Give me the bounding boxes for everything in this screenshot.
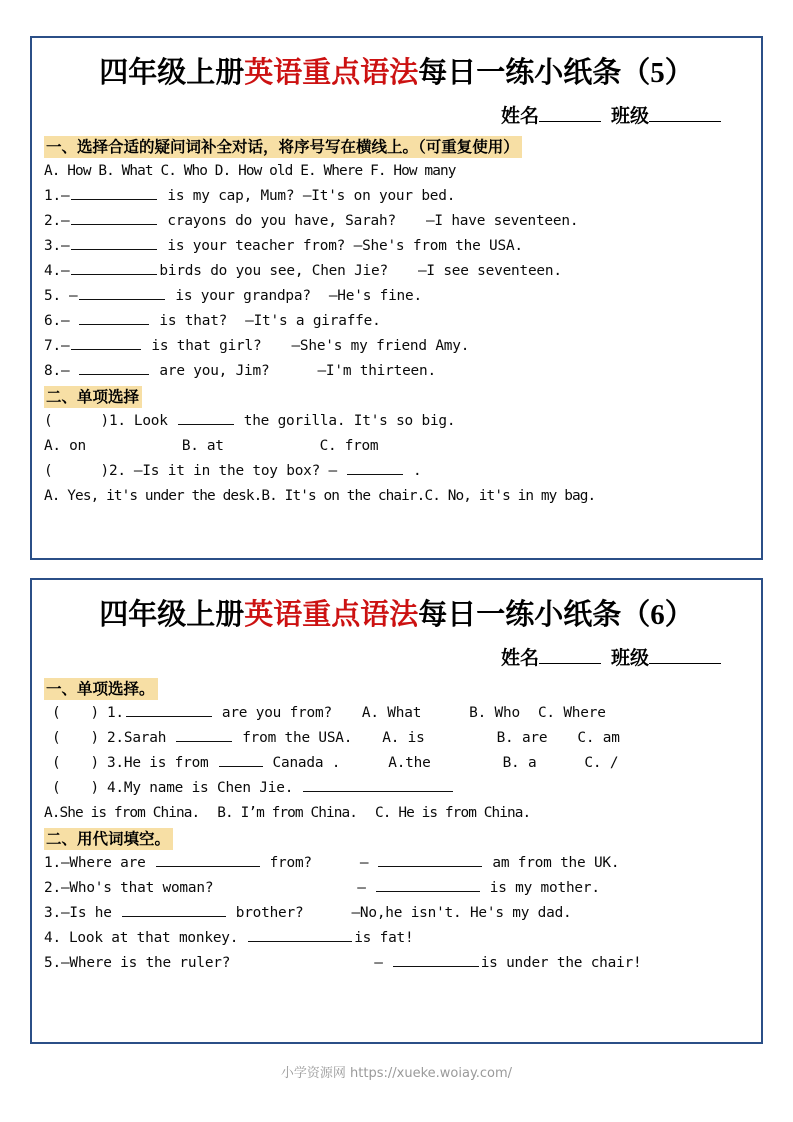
class-label: 班级 [610, 647, 649, 669]
answer-blank[interactable] [248, 927, 352, 942]
q-number: 2. [108, 463, 126, 479]
q-dash: — [357, 880, 366, 896]
mc-bracket-open[interactable]: ( [44, 413, 53, 429]
name-write-line[interactable] [539, 106, 601, 122]
answer-blank[interactable] [79, 285, 165, 300]
panel-title [42, 44, 751, 93]
question-row [42, 701, 751, 726]
class-write-line[interactable] [649, 648, 721, 664]
mc-option[interactable]: A.the [388, 755, 431, 771]
question-row [42, 951, 751, 976]
answer-blank[interactable] [178, 410, 234, 425]
question-row [42, 926, 751, 951]
q-number: 2. [106, 730, 124, 746]
q-dash: — [374, 955, 383, 971]
title-suffix: 每日一练小纸条 [418, 597, 622, 631]
q-text: birds do you see, Chen Jie? [159, 263, 388, 279]
mc-option[interactable]: C. No, it's in my bag. [424, 488, 596, 504]
question-row [42, 259, 751, 284]
q-text: is that? [159, 313, 228, 329]
question-row [42, 726, 751, 751]
q-text-after: Canada . [272, 755, 341, 771]
q-number: 5. [44, 955, 61, 971]
answer-blank[interactable] [71, 185, 157, 200]
mc-bracket-open[interactable]: ( [52, 755, 61, 771]
title-red: 英语重点语法 [244, 55, 419, 89]
q-dash: – [60, 363, 70, 379]
q-text-after: is under the chair! [480, 955, 642, 971]
q-number: 2. [44, 880, 61, 896]
question-row [42, 184, 751, 209]
worksheet-panel-5 [30, 36, 763, 560]
q-text: is your teacher from? –She's from the USA. [167, 238, 523, 254]
q-text-after: —No,he isn't. He's my dad. [351, 905, 572, 921]
q-dash: — [359, 855, 369, 871]
q-text-after: . [413, 463, 422, 479]
q-text-after: from the USA. [242, 730, 353, 746]
q-text: crayons do you have, Sarah? [167, 213, 396, 229]
q-dash: — [60, 213, 70, 229]
answer-blank[interactable] [71, 210, 157, 225]
mc-options-row [42, 484, 751, 509]
q-text-before: Look at that monkey. [68, 930, 239, 946]
q-answer: –I see seventeen. [417, 263, 562, 279]
question-row [42, 209, 751, 234]
answer-blank[interactable] [126, 702, 212, 717]
answer-blank[interactable] [176, 727, 232, 742]
q-answer: –She's my friend Amy. [291, 338, 470, 354]
q-number: 1. [106, 705, 124, 721]
q-text-before: —Is he [60, 905, 112, 921]
mc-bracket-close: ) [90, 730, 99, 746]
question-row [42, 334, 751, 359]
q-dash: — [60, 238, 70, 254]
title-suffix: 每日一练小纸条 [418, 55, 622, 89]
mc-bracket-close: ) [90, 780, 99, 796]
answer-blank[interactable] [156, 852, 260, 867]
mc-bracket-close: ) [90, 705, 99, 721]
title-number: （5） [621, 57, 694, 89]
q-dash: — [60, 313, 70, 329]
mc-option[interactable]: C. am [577, 730, 620, 746]
footer-watermark: 小学资源网 https://xueke.woiay.com/ [280, 1066, 513, 1081]
name-write-line[interactable] [539, 648, 601, 664]
q-text: is your grandpa? [175, 288, 311, 304]
mc-option[interactable]: A.She is from China. [44, 805, 200, 821]
q-dash: — [60, 338, 70, 354]
question-row [42, 309, 751, 334]
class-write-line[interactable] [649, 106, 721, 122]
mc-option[interactable]: B. a [502, 755, 537, 771]
q-number: 4. [106, 780, 124, 796]
q-number: 1. [44, 855, 61, 871]
q-number: 1. [108, 413, 126, 429]
answer-blank[interactable] [122, 902, 226, 917]
q-text-after: is my mother. [489, 880, 600, 896]
name-label: 姓名 [500, 647, 539, 669]
mc-option[interactable]: C. / [584, 755, 619, 771]
worksheet-panel-6 [30, 578, 763, 1044]
q-text-mid: brother? [235, 905, 304, 921]
mc-option[interactable]: A. is [382, 730, 425, 746]
name-class-row [42, 101, 751, 128]
name-label: 姓名 [500, 105, 539, 127]
question-row [42, 234, 751, 259]
q-answer: –It's a giraffe. [245, 313, 381, 329]
answer-blank[interactable] [71, 235, 157, 250]
q-text-before: He is from [123, 755, 209, 771]
section-2-heading: 二、单项选择 [44, 386, 142, 408]
title-prefix: 四年级上册 [99, 597, 245, 631]
question-row [42, 901, 751, 926]
q-text-before: —Where are [60, 855, 146, 871]
mc-bracket-open[interactable]: ( [52, 705, 61, 721]
question-row [42, 459, 751, 484]
question-row [42, 776, 751, 801]
answer-blank[interactable] [393, 952, 479, 967]
question-row [42, 851, 751, 876]
q-number: 4. [44, 263, 61, 279]
mc-option[interactable]: C. He is from China. [375, 805, 531, 821]
mc-option[interactable]: B. Who [469, 705, 520, 721]
answer-blank[interactable] [79, 360, 149, 375]
class-label: 班级 [610, 105, 649, 127]
q-text-after: the gorilla. It's so big. [243, 413, 456, 429]
q-text: are you, Jim? [159, 363, 270, 379]
mc-option[interactable]: A. Yes, it's under the desk. [44, 488, 262, 504]
q-number: 8. [44, 363, 61, 379]
q-dash: – [60, 188, 70, 204]
mc-bracket-close: ) [90, 755, 99, 771]
q-text-before: —Where is the ruler? [60, 955, 231, 971]
q-text-mid: from? [269, 855, 312, 871]
answer-blank[interactable] [347, 460, 403, 475]
mc-option[interactable]: B. I’m from China. [217, 805, 358, 821]
q-text-before: My name is Chen Jie. [123, 780, 294, 796]
q-text-after: am from the UK. [492, 855, 620, 871]
q-number: 6. [44, 313, 61, 329]
q-text-before: Look [133, 413, 168, 429]
q-text-before: —Who's that woman? [60, 880, 214, 896]
mc-options-row [42, 801, 751, 826]
q-number: 1. [44, 188, 61, 204]
mc-bracket-open[interactable]: ( [52, 780, 61, 796]
q-text: is my cap, Mum? –It's on your bed. [167, 188, 456, 204]
section-2-heading: 二、用代词填空。 [44, 828, 173, 850]
q-number: 3. [44, 905, 61, 921]
question-row [42, 876, 751, 901]
q-answer: –I'm thirteen. [317, 363, 436, 379]
q-text-after: are you from? [221, 705, 332, 721]
title-red: 英语重点语法 [244, 597, 419, 631]
title-prefix: 四年级上册 [99, 55, 245, 89]
question-row [42, 751, 751, 776]
q-number: 5. [44, 288, 61, 304]
q-answer: –He's fine. [328, 288, 422, 304]
answer-blank[interactable] [219, 752, 263, 767]
answer-blank[interactable] [71, 335, 141, 350]
mc-option[interactable]: B. at [181, 438, 224, 454]
answer-blank[interactable] [303, 777, 453, 792]
answer-blank[interactable] [376, 877, 480, 892]
q-dash: – [68, 288, 78, 304]
mc-option[interactable]: C. from [319, 438, 379, 454]
q-number: 4. [44, 930, 61, 946]
q-number: 3. [44, 238, 61, 254]
q-dash: – [60, 263, 70, 279]
mc-option[interactable]: B. It's on the chair. [261, 488, 425, 504]
q-number: 7. [44, 338, 61, 354]
question-row [42, 409, 751, 434]
mc-option[interactable]: B. are [496, 730, 548, 746]
panel-title [42, 586, 751, 635]
mc-option[interactable]: C. Where [537, 705, 606, 721]
answer-blank[interactable] [378, 852, 482, 867]
q-text-before: –Is it in the toy box? – [133, 463, 338, 479]
section-1-choices: A. How B. What C. Who D. How old E. Where F. How many [44, 163, 456, 179]
question-row [42, 284, 751, 309]
section-1-heading: 一、单项选择。 [44, 678, 158, 700]
mc-bracket-open[interactable]: ( [44, 463, 53, 479]
q-text-before: Sarah [123, 730, 167, 746]
answer-blank[interactable] [79, 310, 149, 325]
mc-option[interactable]: A. What [361, 705, 422, 721]
q-text: is that girl? [151, 338, 262, 354]
mc-option[interactable]: A. on [44, 438, 86, 454]
title-number: （6） [621, 599, 694, 631]
name-class-row [42, 643, 751, 670]
q-text-after: is fat! [354, 930, 414, 946]
q-answer: –I have seventeen. [425, 213, 579, 229]
section-1-heading: 一、选择合适的疑问词补全对话，将序号写在横线上。（可重复使用） [44, 136, 522, 158]
mc-bracket-close: ) [100, 413, 109, 429]
mc-options-row [42, 434, 751, 459]
q-number: 2. [44, 213, 61, 229]
mc-bracket-close: ) [100, 463, 109, 479]
question-row [42, 359, 751, 384]
q-number: 3. [106, 755, 124, 771]
answer-blank[interactable] [71, 260, 157, 275]
mc-bracket-open[interactable]: ( [52, 730, 61, 746]
